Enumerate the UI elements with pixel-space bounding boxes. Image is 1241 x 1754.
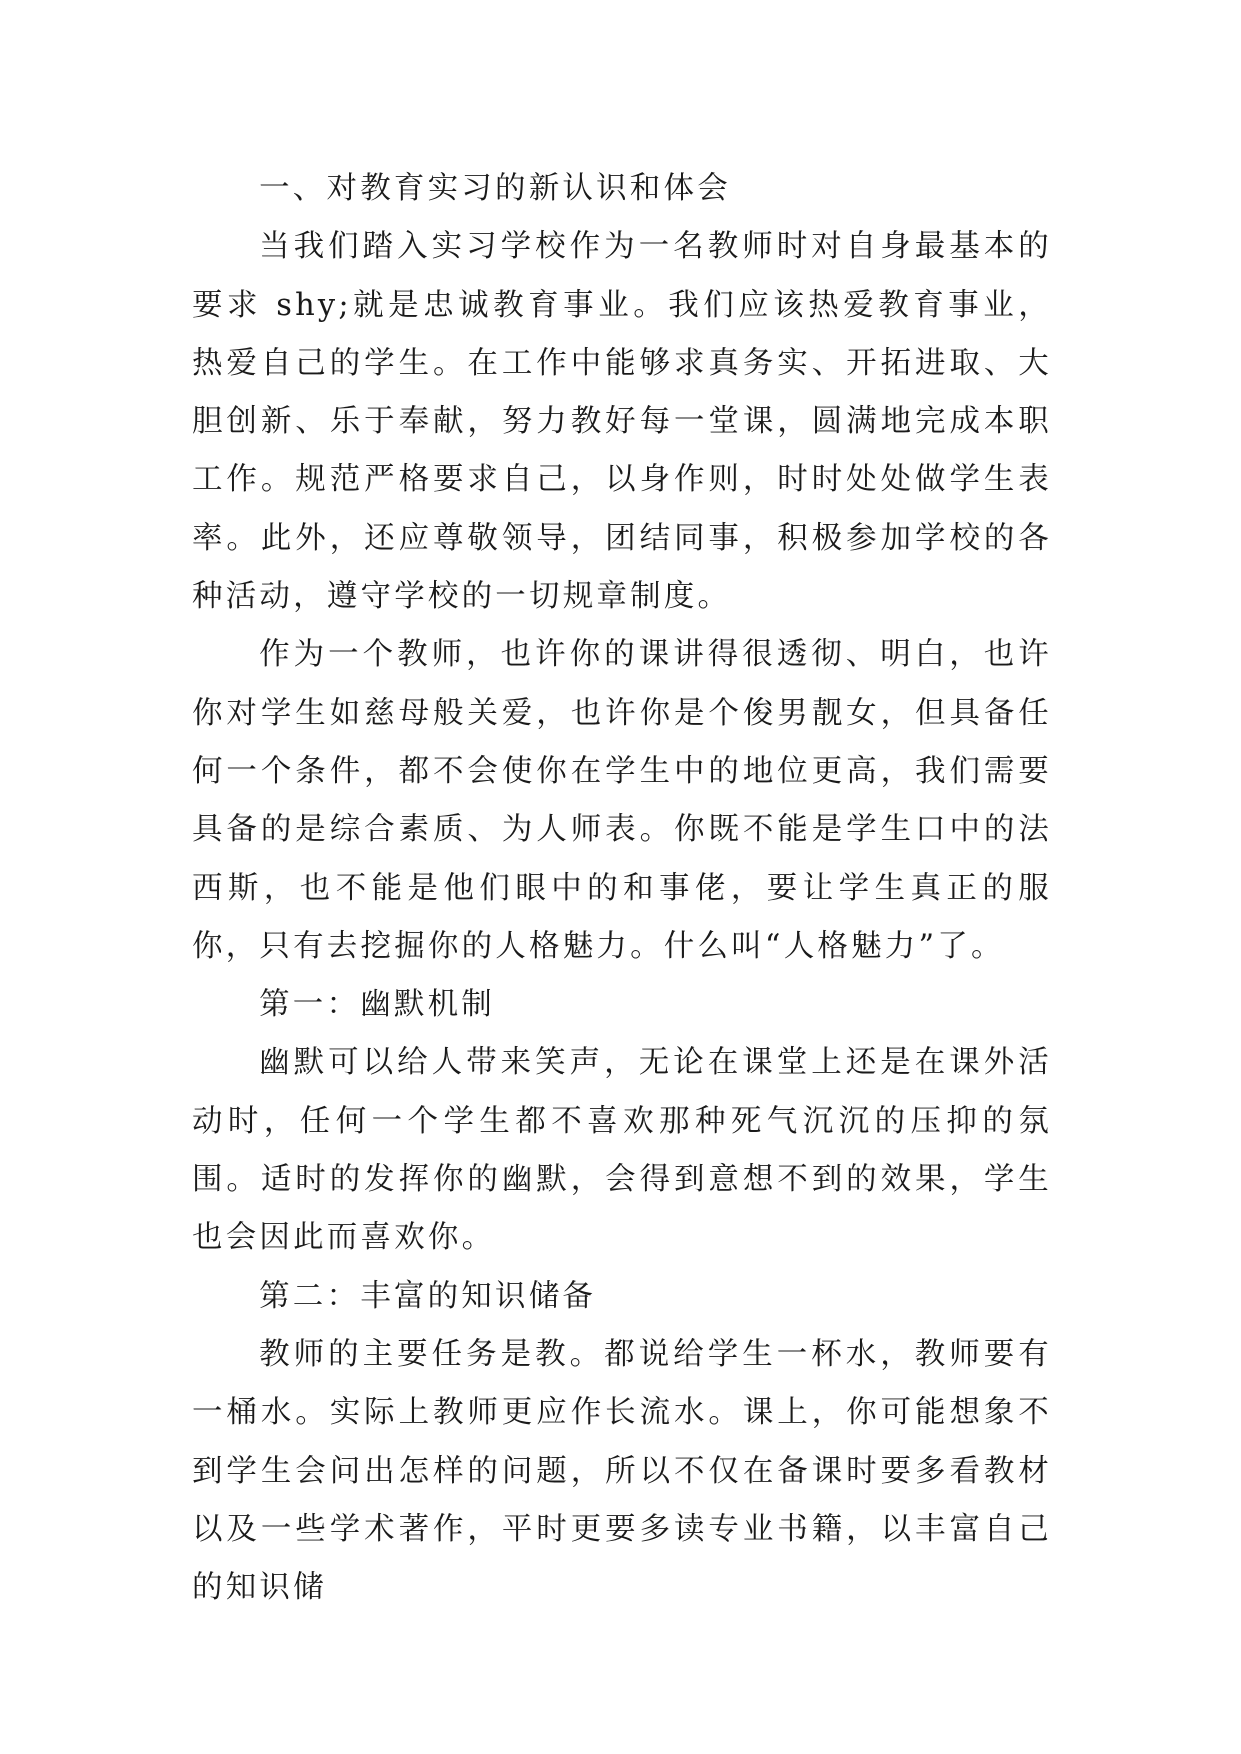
paragraph: 作为一个教师，也许你的课讲得很透彻、明白，也许你对学生如慈母般关爱，也许你是个俊男靓女，但具备任何一个条件，都不会使你在学生中的地位更高，我们需要具备的是综合素质、为人师表。你既不能是学生口中的法西斯，也不能是他们眼中的和事佬，要让学生真正的服你，只有去挖掘你的人格魅力。什么叫“人格魅力”了。: [192, 637, 1052, 964]
paragraph: 教师的主要任务是教。都说给学生一杯水，教师要有一桶水。实际上教师更应作长流水。课上，你可能想象不到学生会问出怎样的问题，所以不仅在备课时要多看教材以及一些学术著作，平时更要多读专业书籍，以丰富自己的知识储: [192, 1336, 1052, 1606]
paragraph: 幽默可以给人带来笑声，无论在课堂上还是在课外活动时，任何一个学生都不喜欢那种死气沉沉的压抑的氛围。适时的发挥你的幽默，会得到意想不到的效果，学生也会因此而喜欢你。: [192, 1045, 1052, 1256]
subsection-heading: 第二：丰富的知识储备: [259, 1278, 597, 1314]
section-heading: 一、对教育实习的新认识和体会: [259, 171, 731, 206]
document-body: [192, 160, 1052, 1617]
paragraph: 当我们踏入实习学校作为一名教师时对自身最基本的要求 shy;就是忠诚教育事业。我们应该热爱教育事业，热爱自己的学生。在工作中能够求真务实、开拓进取、大胆创新、乐于奉献，努力教好每一堂课，圆满地完成本职工作。规范严格要求自己，以身作则，时时处处做学生表率。此外，还应尊敬领导，团结同事，积极参加学校的各种活动，遵守学校的一切规章制度。: [192, 229, 1052, 615]
subsection-heading: 第一：幽默机制: [259, 987, 495, 1023]
